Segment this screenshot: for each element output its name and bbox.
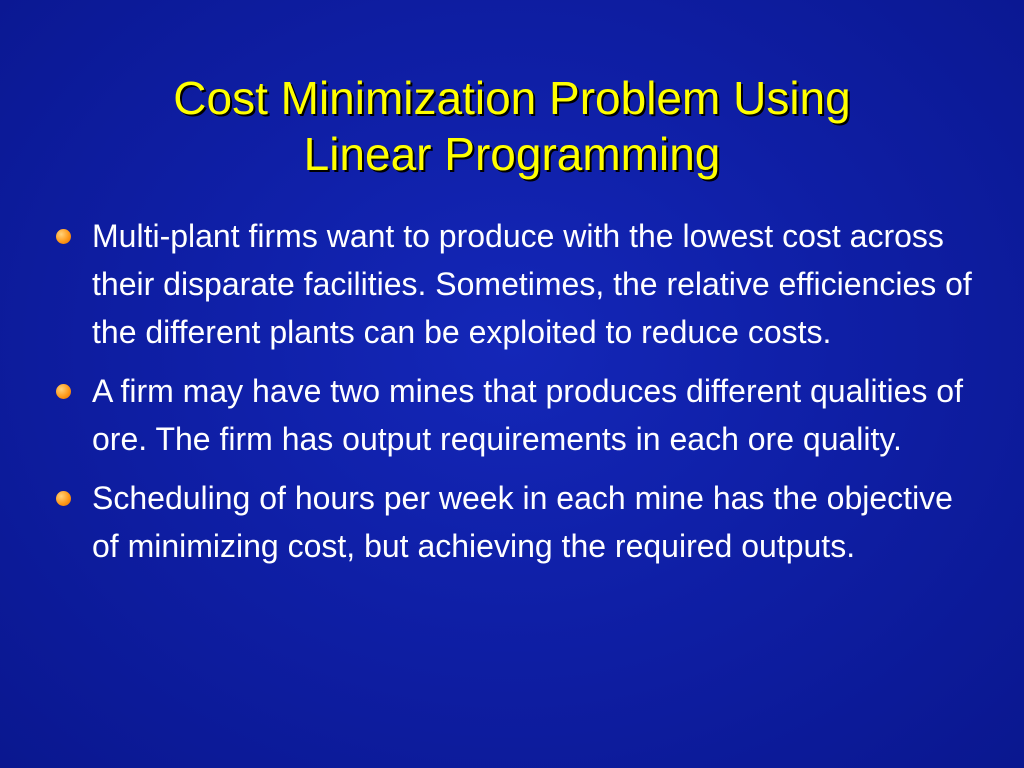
bullet-item [56, 367, 986, 463]
bullet-dot-icon [56, 229, 71, 244]
slide-title-line-1: Cost Minimization Problem Using [173, 72, 851, 124]
bullet-dot-icon [56, 384, 71, 399]
bullet-text: Scheduling of hours per week in each mine has the objective of minimizing cost, but achieving the required outputs. [92, 480, 953, 564]
bullet-text: A firm may have two mines that produces different qualities of ore. The firm has output requirements in each ore quality. [92, 373, 963, 457]
bullet-item [56, 212, 986, 356]
bullet-text: Multi-plant firms want to produce with the lowest cost across their disparate facilities. Sometimes, the relative efficiencies of the different plants can be exploited to reduce costs. [92, 218, 972, 350]
bullet-list [56, 212, 986, 581]
slide-title [40, 70, 984, 182]
bullet-dot-icon [56, 491, 71, 506]
slide-title-line-2: Linear Programming [303, 128, 721, 180]
bullet-item [56, 474, 986, 570]
